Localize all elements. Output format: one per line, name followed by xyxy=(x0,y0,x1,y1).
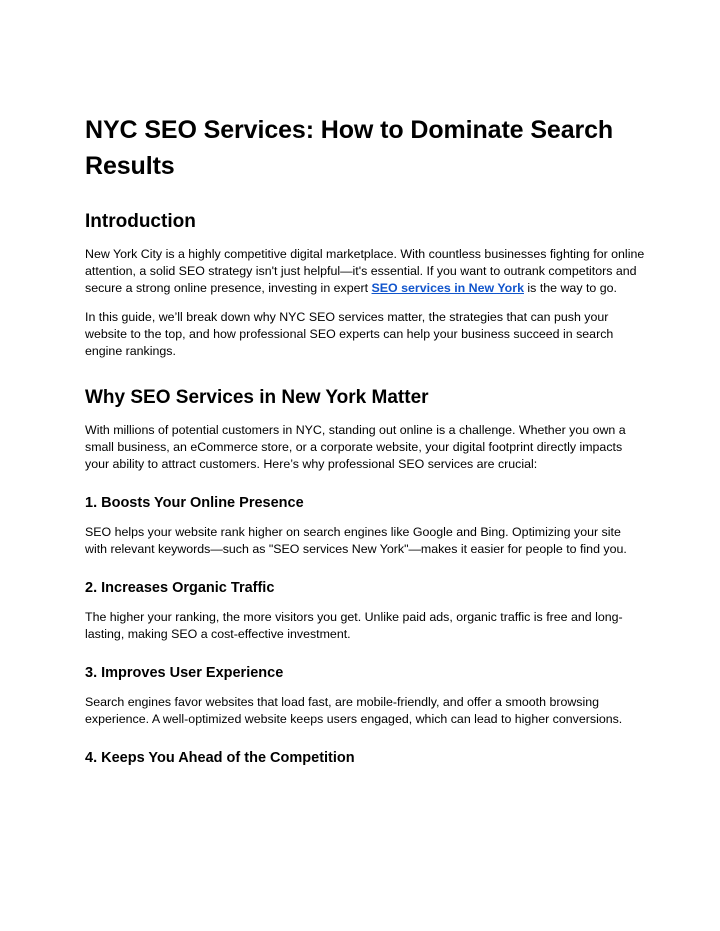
heading-why-seo: Why SEO Services in New York Matter xyxy=(85,387,429,408)
seo-services-new-york-link[interactable]: SEO services in New York xyxy=(371,281,524,295)
heading-point-1: 1. Boosts Your Online Presence xyxy=(85,495,304,511)
intro-paragraph-2: In this guide, we’ll break down why NYC SEO services matter, the strategies that can push your website to the top, and how professional SEO experts can help your business succeed in search engine rankings. xyxy=(85,310,614,358)
intro-p1-text-before: New York City is a highly competitive digital marketplace. With countless businesses fighting for online attention, a solid SEO strategy isn't just helpful—it's essential. If you want to outrank competitors and secure a strong online presence, investing in expert xyxy=(85,247,645,295)
document-page xyxy=(85,112,645,779)
point-1-text: SEO helps your website rank higher on search engines like Google and Bing. Optimizing your site with relevant keywords—such as "SEO services New York"—makes it easier for people to find you. xyxy=(85,525,627,556)
heading-point-2: 2. Increases Organic Traffic xyxy=(85,580,275,596)
document-title: NYC SEO Services: How to Dominate Search Results xyxy=(85,116,614,180)
point-3-text: Search engines favor websites that load fast, are mobile-friendly, and offer a smooth browsing experience. A well-optimized website keeps users engaged, which can lead to higher conversions. xyxy=(85,695,623,726)
heading-point-4: 4. Keeps You Ahead of the Competition xyxy=(85,750,355,766)
intro-p1-text-after: is the way to go. xyxy=(523,281,617,295)
intro-paragraph-1 xyxy=(85,246,645,297)
heading-introduction: Introduction xyxy=(85,211,196,232)
why-paragraph: With millions of potential customers in NYC, standing out online is a challenge. Whether you own a small business, an eCommerce store, or a corporate website, your digital footprint directly impacts your ability to attract customers. Here’s why professional SEO services are crucial: xyxy=(85,423,626,471)
point-2-text: The higher your ranking, the more visitors you get. Unlike paid ads, organic traffic is free and long-lasting, making SEO a cost-effective investment. xyxy=(85,610,623,641)
heading-point-3: 3. Improves User Experience xyxy=(85,665,284,681)
